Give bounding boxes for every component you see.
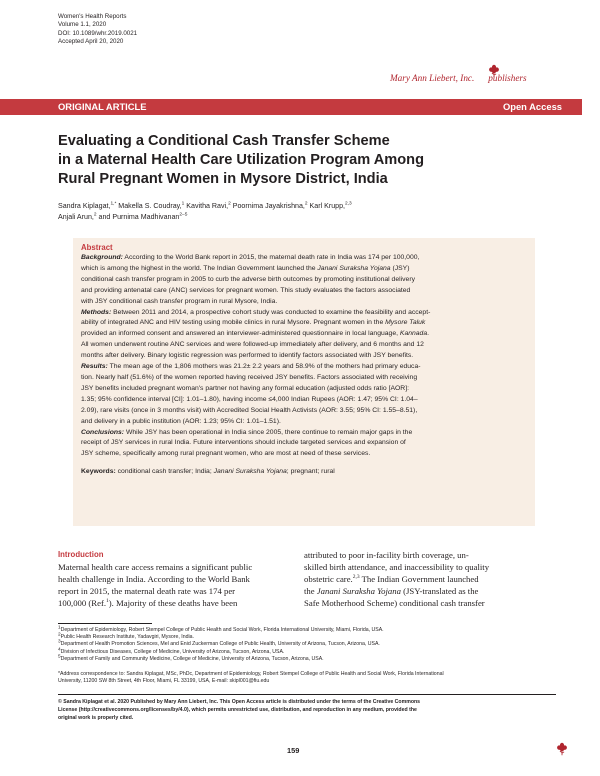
page-number: 159 (287, 746, 300, 755)
article-type-bar (0, 99, 582, 115)
author-affiliation: 1 (181, 201, 185, 207)
flower-icon (487, 64, 501, 78)
abstract-heading: Abstract (81, 243, 113, 252)
author-affiliation: 2–5 (179, 212, 188, 218)
reference-link[interactable]: 2,3 (352, 574, 360, 581)
license-divider (58, 694, 556, 695)
journal-header (58, 13, 137, 47)
abstract-line: and providing antenatal care (ANC) services for pregnant women. This study evaluates the factors associated (81, 286, 411, 294)
journal-doi[interactable]: DOI: 10.1089/whr.2019.0021 (58, 29, 138, 37)
author-list (58, 201, 538, 223)
abstract-line: with JSY conditional cash transfer program in rural Mysore, India. (81, 297, 278, 305)
background-label: Background: (81, 254, 123, 261)
publisher-name-text: Mary Ann Liebert, Inc. publishers (390, 73, 527, 83)
body-line: 100,000 (Ref.$^1$). Majority of these deaths have been (58, 598, 238, 609)
affiliations (58, 627, 558, 663)
abstract-line: receipt of JSY services in rural India. Future interventions should include targeted services and expansion of (81, 439, 406, 447)
author-name[interactable]: Karl Krupp, (307, 202, 346, 210)
author-line (58, 212, 538, 223)
abstract-line: Methods: Between 2011 and 2014, a prospective cohort study was conducted to examine the feasibility and accept- (81, 308, 431, 316)
author-affiliation: 2 (304, 201, 308, 207)
abstract-line: Background: According to the World Bank report in 2015, the maternal death rate in India was 174 per 100,000, (81, 254, 420, 261)
reference-link[interactable]: 1 (106, 598, 109, 605)
author-name[interactable]: Makella S. Coudray, (116, 202, 182, 210)
body-line: Maternal health care access remains a significant public (58, 562, 253, 572)
body-line: skilled birth attendance, and inaccessibility to quality (304, 562, 490, 573)
conclusions-label: Conclusions: (81, 428, 125, 436)
journal-volume: Volume 1.1, 2020 (58, 21, 107, 29)
title-line: Rural Pregnant Women in Mysore District, India (58, 171, 388, 187)
author-name[interactable]: Kavitha Ravi, (184, 202, 229, 210)
affiliation-item: $^1$Department of Epidemiology, Robert Stempel College of Public Health and Social Work, Florida International University, Miami, Florida, USA. (58, 625, 384, 633)
flower-icon (555, 742, 569, 756)
license-statement (58, 698, 558, 722)
body-line: Safe Motherhood Scheme) conditional cash transfer (304, 598, 485, 609)
introduction-heading: Introduction (58, 550, 104, 559)
title-line: Evaluating a Conditional Cash Transfer Scheme (58, 133, 390, 149)
abstract-content (81, 242, 529, 478)
license-line: © Sandra Kiplagat et al. 2020 Published by Mary Ann Liebert, Inc. This Open Access article is distributed under the terms of the Creative Commons (58, 699, 421, 705)
methods-label: Methods: (81, 308, 112, 316)
body-line: attributed to poor in-facility birth coverage, un- (304, 550, 469, 560)
abstract-line: ability of integrated ANC and HIV testing using mobile clinics in rural Mysore. Pregnant women in the Mysore Taluk (81, 319, 426, 327)
body-line: health challenge in India. According to the World Bank (58, 574, 250, 585)
body-line: the Janani Suraksha Yojana (JSY-translated as the (304, 586, 479, 597)
author-name[interactable]: Sandra Kiplagat, (58, 202, 111, 210)
publisher-logo (390, 64, 570, 86)
abstract-line: All women underwent routine ANC services and were followed-up immediately after delivery, and 6 months and 12 (81, 341, 424, 349)
abstract-line: 1.35; 95% confidence interval [CI]: 1.01–1.80), having income ≤4,000 Indian Rupees (AOR: 1.47; 95% CI: 1.04– (81, 395, 418, 403)
abstract-line: Conclusions: While JSY has been operational in India since 2005, there continue to remain major gaps in the (81, 428, 413, 436)
body-line: report in 2015, the maternal death rate was 174 per (58, 586, 236, 597)
license-line[interactable]: License (http://creativecommons.org/licenses/by/4.0), which permits unrestricted use, distribution, and reproduction in any medium, provided the (58, 707, 417, 713)
author-line (58, 201, 538, 212)
abstract-line: months after delivery. Binary logistic regression was performed to identify factors associated with JSY benefits. (81, 352, 414, 360)
abstract-line: conditional cash transfer program in 2005 to curb the adverse birth outcomes by promoting institutional delivery (81, 275, 415, 283)
affiliation-item: $^4$Division of Infectious Diseases, College of Medicine, University of Arizona, Tucson, Arizona, USA. (58, 646, 285, 655)
article-type-label: ORIGINAL ARTICLE (58, 100, 147, 112)
license-line: original work is properly cited. (58, 715, 134, 721)
author-affiliation: 2 (228, 201, 231, 207)
affiliation-item: $^3$Department of Health Promotion Sciences, Mel and Enid Zuckerman College of Public Health, University of Arizona, Tucson, Arizona, USA. (58, 639, 380, 648)
keywords: Keywords: conditional cash transfer; India; Janani Suraksha Yojana; pregnant; rural (81, 468, 335, 476)
abstract-line: tion. Nearly half (51.6%) of the women reported having received JSY benefits. Factors associated with receiving (81, 373, 418, 381)
abstract-box (73, 238, 535, 526)
correspondence-line[interactable]: University, 11200 SW 8th Street, 4th Floor, Miami, FL 33199, USA, E-mail: skipl001@fiu.edu (58, 678, 270, 685)
abstract-line: which is among the highest in the world. The Indian Government launched the Janani Suraksha Yojana (JSY) (81, 264, 410, 272)
title-line: in a Maternal Health Care Utilization Program Among (58, 152, 424, 168)
footnote-divider (58, 623, 152, 624)
author-name[interactable]: Anjali Arun, (58, 213, 94, 221)
correspondence-line: *Address correspondence to: Sandra Kiplagat, MSc, PhDc, Department of Epidemiology, Robert Stempel College of Public Health and Social Work, Florida International (58, 671, 444, 677)
body-column-left (58, 549, 300, 609)
abstract-line: provided an informed consent and answered an interviewer-administered questionnaire in local language, Kannada. (81, 330, 430, 338)
affiliation-item: $^2$Public Health Research Institute, Yadavgiri, Mysore, India. (58, 632, 194, 641)
article-title (58, 132, 558, 189)
body-column-right (304, 549, 546, 609)
results-label: Results: (81, 363, 108, 371)
correspondence-note (58, 671, 558, 686)
abstract-line: and delivery in a public institution (AOR: 1.23; 95% CI: 1.01–1.51). (81, 417, 281, 425)
author-affiliation: 2 (93, 212, 97, 218)
accepted-date: Accepted April 20, 2020 (58, 38, 124, 46)
abstract-line: Results: The mean age of the 1,806 mothers was 21.2± 2.2 years and 58.9% of the mothers had primary educa- (81, 363, 421, 371)
abstract-line: JSY benefits included pregnant woman's partner not having any formal education (adjusted odds ratio [AOR]: (81, 384, 409, 392)
body-line: obstetric care.$^{2,3}$ The Indian Government launched (304, 574, 479, 585)
journal-name: Women's Health Reports (58, 13, 127, 20)
author-name[interactable]: and Purnima Madhivanan (96, 213, 180, 221)
author-affiliation: 1,* (110, 201, 117, 207)
affiliation-item: $^5$Department of Family and Community Medicine, College of Medicine, University of Arizona, Tucson, Arizona, USA. (58, 654, 324, 662)
author-affiliation: 2,3 (345, 201, 352, 207)
open-access-label: Open Access (502, 100, 562, 112)
author-name[interactable]: Poornima Jayakrishna, (230, 202, 305, 210)
abstract-line: 2.09), rare visits (once in 3 months visit) with Accredited Social Health Activists (AOR: 3.55; 95% CI: 1.55–8.51), (81, 406, 418, 414)
keywords-label: Keywords: (81, 468, 116, 476)
abstract-line: JSY scheme, specifically among rural pregnant women, who are most at need of these services. (81, 450, 371, 458)
